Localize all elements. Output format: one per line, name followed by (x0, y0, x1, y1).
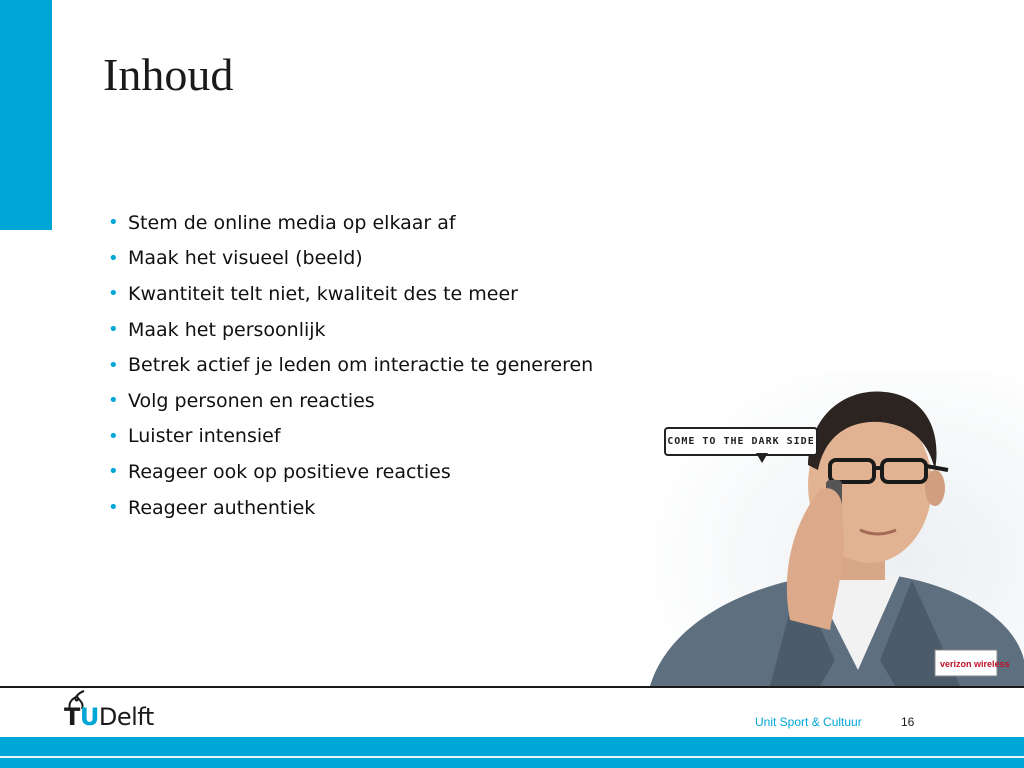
bullet-text: Reageer authentiek (128, 496, 316, 519)
list-item (108, 383, 593, 419)
bullet-icon: • (108, 354, 119, 376)
list-item (108, 419, 593, 455)
bullet-text: Maak het persoonlijk (128, 318, 326, 341)
list-item (108, 241, 593, 277)
bullet-text: Kwantiteit telt niet, kwaliteit des te meer (128, 282, 518, 305)
bullet-icon: • (108, 319, 119, 341)
side-accent-bar (0, 0, 52, 230)
speech-bubble-tail (756, 453, 768, 463)
list-item (108, 490, 593, 526)
speech-bubble: COME TO THE DARK SIDE (664, 427, 818, 456)
logo-letter-t: T (64, 703, 80, 731)
list-item (108, 276, 593, 312)
badge-text: verizon wireless (940, 659, 1010, 669)
bullet-icon: • (108, 390, 119, 412)
footer-unit-label: Unit Sport & Cultuur (755, 715, 862, 729)
bullet-icon: • (108, 283, 119, 305)
tudelft-logo[interactable] (64, 703, 154, 731)
list-item (108, 454, 593, 490)
man-on-phone-photo (630, 370, 1024, 686)
footer-divider (0, 686, 1024, 688)
footer-band-line (0, 756, 1024, 758)
list-item (108, 312, 593, 348)
footer-band (0, 737, 1024, 768)
bullet-text: Maak het visueel (beeld) (128, 247, 363, 270)
bullet-text: Reageer ook op positieve reacties (128, 460, 451, 483)
bullet-text: Betrek actief je leden om interactie te genereren (128, 354, 594, 377)
slide-title: Inhoud (103, 49, 234, 100)
bullet-text: Stem de online media op elkaar af (128, 211, 456, 234)
logo-letter-u: U (79, 703, 99, 731)
bullet-list (108, 205, 593, 525)
bullet-text: Luister intensief (128, 425, 281, 448)
bullet-icon: • (108, 461, 119, 483)
list-item (108, 347, 593, 383)
bullet-icon: • (108, 212, 119, 234)
list-item (108, 205, 593, 241)
bullet-icon: • (108, 425, 119, 447)
bullet-icon: • (108, 247, 119, 269)
page-number: 16 (901, 715, 915, 729)
bullet-icon: • (108, 497, 119, 519)
bullet-text: Volg personen en reacties (128, 389, 375, 412)
logo-word-delft: Delft (98, 703, 154, 731)
